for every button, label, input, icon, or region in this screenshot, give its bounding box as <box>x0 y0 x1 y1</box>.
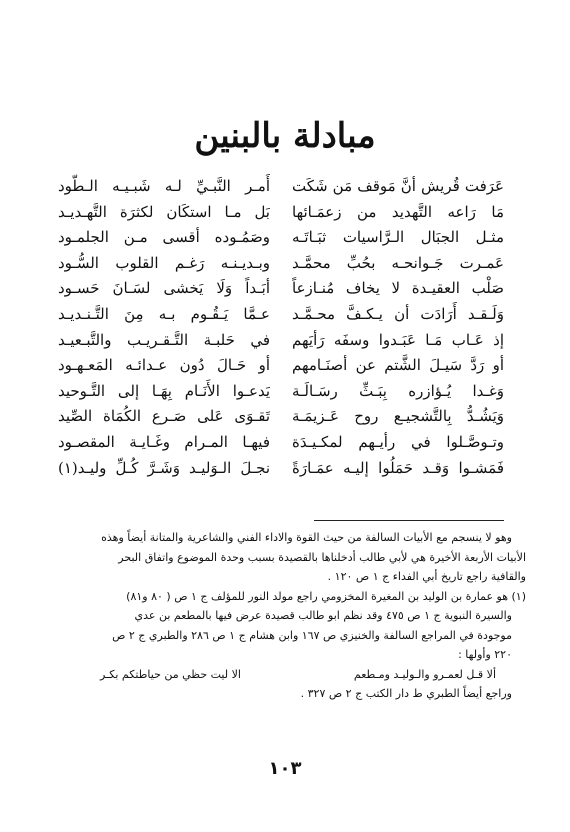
footnote-closing-line: وراجع أيضاً الطبري ط دار الكتب ج ٢ ص ٣٢٧ . <box>300 687 512 700</box>
verse-left-7: في حَلبـة التَّـقـريـب والتَّبـعيـد <box>58 330 270 349</box>
verse-right-12: فَمَشـوا وَقـد حَمَلُوا إليـه عمَـارَةً <box>292 458 504 477</box>
quoted-verse-left: الا ليت حظي من حياطتكم بكـر <box>100 667 241 681</box>
verse-right-1: عَرَفت قُريش أنَّ مَوقف مَن شَكَت <box>292 177 504 195</box>
verse-left-11: فيهـا المـرام وغَـايـة المقصـود <box>58 432 270 451</box>
poem-right-column <box>292 174 504 481</box>
footnote-1-line-3: موجودة في المراجع السالفة والخنيزي ص ١٦٧ وابن هشام ج ١ ص ٢٨٦ والطبري ج ٢ ص <box>112 628 512 642</box>
verse-right-7: إذ عَـاب مَـا عَبَـدوا وسفَه رَأيَهم <box>292 330 504 349</box>
verse-right-9: وَغـدا يُـؤازره بِبَـثِّ رسَـالَـة <box>292 381 504 400</box>
verse-left-12: نجـلَ الـوَليـد وَشَـرَّ كُـلِّ وليـد(١) <box>58 458 270 477</box>
verse-left-6: عـمَّا يَـقُـوم بـه مِنَ التَّـنـديـد <box>58 304 270 323</box>
verse-left-1: أَمـر النَّبـيِّ لـه شَبـيـه الـطَّود <box>58 177 270 195</box>
verse-left-2: بَل مـا استكَان لكثرَة التَّهـديـد <box>58 202 270 221</box>
verse-left-8: أو حَـالَ دُون عـدائـه المَعـهـود <box>58 356 270 375</box>
verse-right-4: عَمـرت جَـوانحـه بحُبِّ محمَّـد <box>292 253 504 272</box>
footnote-intro-line-2: الأبيات الأربعة الأخيرة هي لأبي طالب أدخلناها بالقصيدة بسبب وحدة الموضوع واتفاق البحر <box>118 550 526 564</box>
verse-right-5: صَلْب العقيـدة لا يخاف مُنـازعاً <box>292 279 504 298</box>
verse-left-5: أبَـداً وَلَا يَخشى لسَـانَ حَسـود <box>58 279 270 298</box>
footnote-quoted-verse <box>44 665 526 685</box>
footnote-1-line-1: (١) هو عمارة بن الوليد بن المغيرة المخزومي راجع مولد النور للمؤلف ج ١ ص ( ٨٠ و٨١) <box>126 589 526 603</box>
quoted-verse-right: ألا قـل لعمـرو والـوليـد ومـطعم <box>353 667 496 681</box>
verse-right-8: أو رَدَّ سَيـلَ الشَّتم عن أصنَـامهم <box>292 356 504 375</box>
verse-left-9: يَدعـوا الأَنَـام بِهَـا إلى التَّـوحيد <box>58 381 270 400</box>
footnote-1-line-2: والسيرة النبوية ج ١ ص ٤٧٥ وقد نظم ابو طالب قصيدة عرض فيها بالمطعم بن عدي <box>134 609 512 622</box>
footnote-intro-line-1: وهو لا ينسجم مع الأبيات السالفة من حيث القوة والاداء الفني والشاعرية والمتانة أيضاً وهذه <box>101 531 512 544</box>
verse-right-6: وَلَـقـد أَرَادَت أن يـكـفَّ محـمَّـد <box>292 304 504 323</box>
footnote-divider <box>314 520 504 521</box>
footnotes <box>44 528 526 704</box>
verse-right-10: وَيَشُـدُّ بِالتَّشجيـع روح عَـزيمَـة <box>292 407 504 426</box>
footnote-1-line-4: ٢٢٠ وأولها : <box>458 648 512 661</box>
footnote-intro-line-3: والقافية راجع تاريخ أبي الفداء ج ١ ص ١٢٠ . <box>327 570 526 583</box>
verse-left-10: تَقـوَى عَلى صَـرع الكُمَاة الصِّيد <box>58 407 270 426</box>
verse-left-3: وصَمُـوده أقسى مـن الجلمـود <box>58 228 270 247</box>
page-number: ١٠٣ <box>268 758 302 779</box>
verse-right-2: مَا رَاعه التَّهديد من زعمَـائها <box>292 202 504 221</box>
verse-right-11: وتـوصَّـلوا في رأيـهم لمكـيـدَة <box>292 432 504 451</box>
page-title: مبادلة بالبنين <box>194 116 376 156</box>
verse-left-4: وبـديـنـه رَغـم القلوب السُّـود <box>58 253 270 272</box>
verse-right-3: مثـل الجبَال الـرَّاسيات ثبَـاتَـه <box>292 228 504 247</box>
poem-left-column <box>58 174 270 481</box>
